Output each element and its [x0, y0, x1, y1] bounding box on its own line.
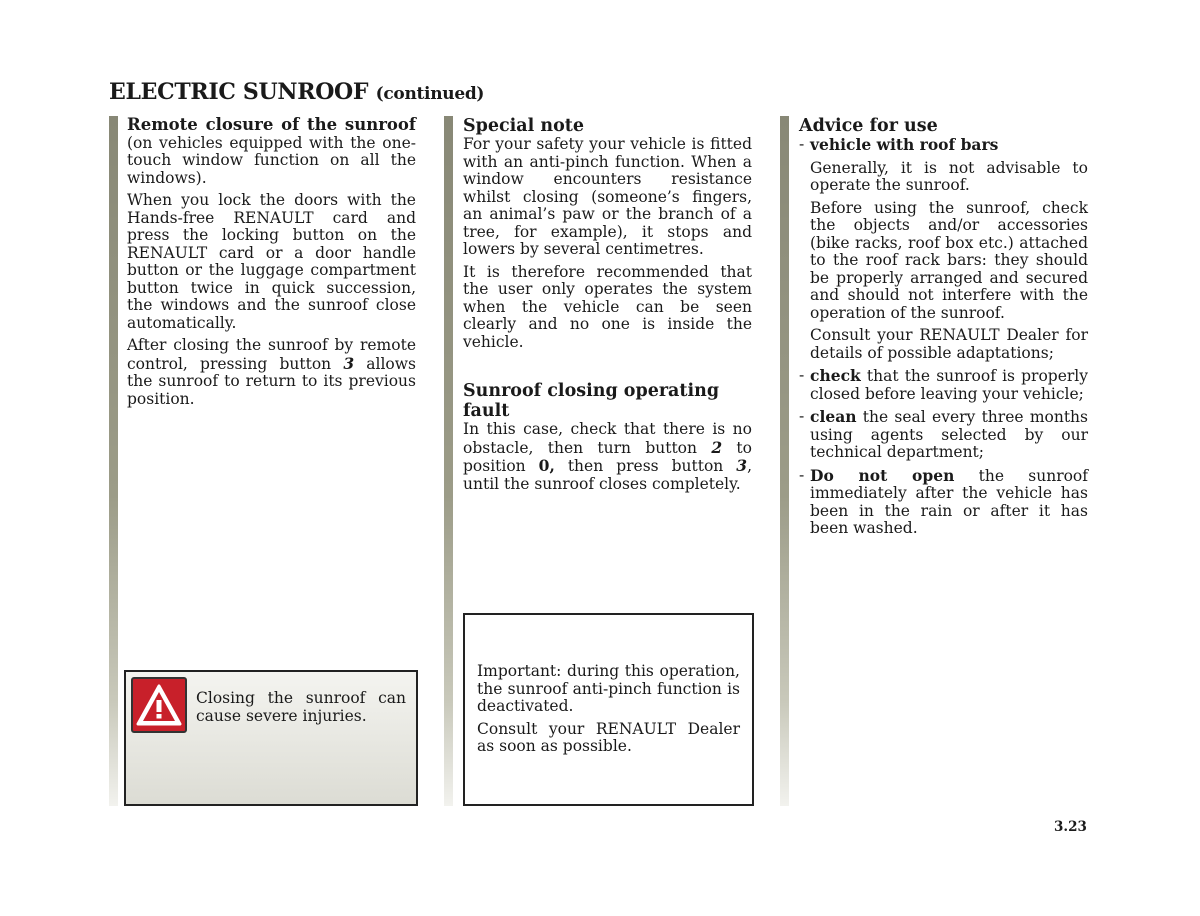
- advice-item-check: [799, 367, 1088, 403]
- remote-closure-intro: [127, 116, 416, 187]
- text-span: then press button: [554, 457, 737, 475]
- text-span: allows the sunroof to return to its previous position.: [127, 354, 416, 408]
- title-main: ELECTRIC SUNROOF: [109, 79, 369, 105]
- text-span: -: [799, 135, 805, 153]
- page-title: [109, 79, 484, 105]
- roof-bars-paragraph-2: Before using the sunroof, check the objects and/or accessories (bike racks, roof box etc.) attached to the roof rack bars: they should be properly arranged and secured and should not interfere with the operation of the sunroof.: [810, 198, 1088, 322]
- text-span: to position: [463, 438, 752, 475]
- recommendation-paragraph: It is therefore recommended that the user only operates the system when the vehicle can be seen clearly and no one is inside the vehicle.: [463, 262, 752, 351]
- important-note-box: [463, 613, 754, 806]
- warning-box: [124, 670, 418, 806]
- title-continued: (continued): [375, 84, 485, 104]
- column-bar-left: [109, 116, 118, 806]
- button-ref-3: 3: [343, 353, 355, 373]
- advice-item-do-not-open: [799, 467, 1088, 538]
- important-note-text: Important: during this operation, the sunroof anti-pinch function is deactivated.: [477, 662, 740, 715]
- special-note-heading: Special note: [463, 116, 585, 136]
- button-ref-3: 3: [736, 456, 748, 475]
- remote-closure-paragraph: When you lock the doors with the Hands-free RENAULT card and press the locking button on the RENAULT card or a door handle button or the luggage compartment button twice in quick succession, the windows and the sunroof close automatically.: [127, 191, 416, 332]
- column-advice: [799, 116, 1088, 543]
- position-ref-0: 0,: [538, 456, 555, 475]
- column-special-note: [463, 116, 752, 498]
- text-span: -: [799, 465, 805, 484]
- roof-bars-label: vehicle with roof bars: [810, 135, 999, 154]
- text-span: -: [799, 366, 805, 384]
- text-span: In this case, check that there is no obstacle, then turn button: [463, 420, 752, 457]
- advice-item-roof-bars: [799, 136, 1088, 155]
- advice-heading: Advice for use: [799, 116, 938, 136]
- text-span: After closing the sunroof by remote control, pressing button: [127, 336, 416, 373]
- column-bar-middle: [444, 116, 453, 806]
- text-span: Do not open: [810, 465, 955, 485]
- page-number: 3.23: [1054, 819, 1087, 835]
- roof-bars-paragraph-1: Generally, it is not advisable to operate the sunroof.: [810, 158, 1088, 194]
- button-ref-2: 2: [711, 437, 723, 457]
- text-span: -: [799, 407, 805, 425]
- warning-text: Closing the sunroof can cause severe injuries.: [196, 689, 406, 725]
- text-span: the seal every three months using agents selected by our technical department;: [810, 408, 1088, 461]
- remote-closure-return-paragraph: [127, 337, 416, 408]
- operating-fault-paragraph: [463, 421, 752, 493]
- column-bar-right: [780, 116, 789, 806]
- text-span: clean: [810, 407, 857, 426]
- advice-item-clean: [799, 408, 1088, 462]
- remote-closure-heading: Remote closure of the sunroof: [127, 115, 416, 134]
- remote-closure-condition: (on vehicles equipped with the one-touch window function on all the windows).: [127, 133, 416, 187]
- operating-fault-heading: Sunroof closing operating fault: [463, 381, 720, 421]
- text-span: that the sunroof is properly closed before leaving your vehicle;: [810, 367, 1088, 403]
- special-note-paragraph: For your safety your vehicle is fitted with an anti-pinch function. When a window encounters resistance whilst closing (someone’s fingers, an animal’s paw or the branch of a tree, for example), it stops and lowers by several centimetres.: [463, 135, 752, 258]
- warning-triangle-icon: [131, 677, 187, 733]
- text-span: the sunroof immediately after the vehicle has been in the rain or after it has been washed.: [810, 466, 1088, 537]
- consult-dealer-text: Consult your RENAULT Dealer as soon as possible.: [477, 719, 740, 755]
- text-span: , until the sunroof closes completely.: [463, 457, 752, 493]
- roof-bars-paragraph-3: Consult your RENAULT Dealer for details of possible adaptations;: [810, 326, 1088, 362]
- column-remote-closure: [127, 116, 416, 413]
- text-span: check: [810, 366, 861, 385]
